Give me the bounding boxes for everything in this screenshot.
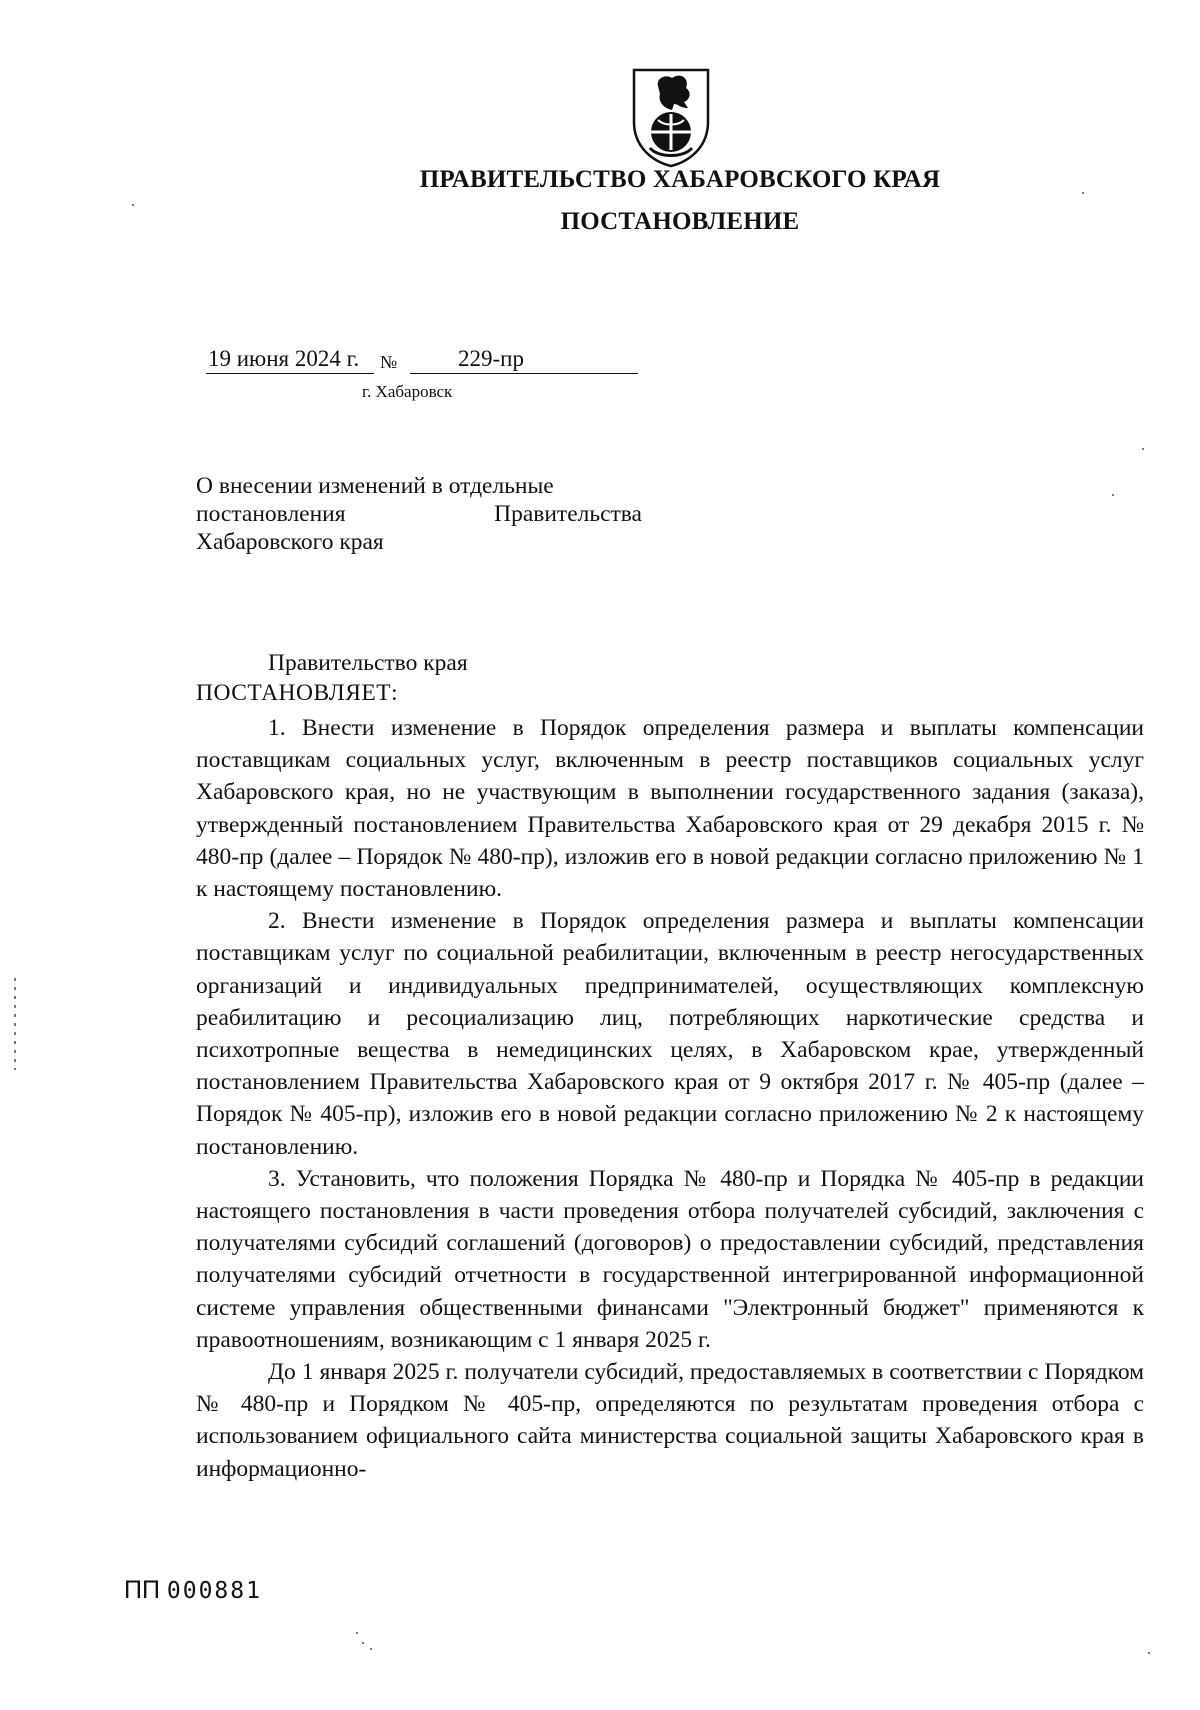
scan-speck: [132, 204, 134, 206]
subject-line-3: Хабаровского края: [196, 529, 384, 555]
subject-line-2: постановления Правительства: [196, 501, 642, 527]
scan-speck: [362, 1642, 364, 1644]
coat-of-arms-emblem: [628, 64, 714, 168]
scan-speck: [356, 1632, 358, 1634]
paragraph-3: 3. Установить, что положения Порядка № 480-пр и Порядка № 405-пр в редакции настоящего постановления в части проведения отбора получателей субсидий, заключения с получателями субсидий соглашений (договоров) о предоставлении субсидий, представления получателями субсидий отчетности в государственной интегрированной информационной системе управления общественными финансами "Электронный бюджет" применяются к правоотношениям, возникающим с 1 января 2025 г.: [196, 1165, 1144, 1353]
preamble: Правительство края: [268, 650, 468, 676]
city-name: г. Хабаровск: [362, 382, 453, 401]
scan-speck: [1082, 192, 1084, 194]
decree-word: ПОСТАНОВЛЯЕТ:: [196, 680, 399, 706]
paragraph-1: 1. Внести изменение в Порядок определения размера и выплаты компенсации поставщикам социальных услуг, включенным в реестр поставщиков социальных услуг Хабаровского края, но не участвующим в выполнении государственного задания (заказа), утвержденный постановлением Правительства Хабаровского края от 29 декабря 2015 г. № 480-пр (далее – Порядок № 480-пр), изложив его в новой редакции согласно приложению № 1 к настоящему постановлению.: [196, 715, 1144, 903]
paragraph-2: 2. Внести изменение в Порядок определения размера и выплаты компенсации поставщикам услуг по социальной реабилитации, включенным в реестр негосударственных организаций и индивидуальных предпринимателей, осуществляющих комплексную реабилитацию и ресоциализацию лиц, потребляющих наркотические средства и психотропные вещества в немедицинских целях, в Хабаровском крае, утвержденный постановлением Правительства Хабаровского края от 9 октября 2017 г. № 405-пр (далее – Порядок № 405-пр), изложив его в новой редакции согласно приложению № 2 к настоящему постановлению.: [196, 908, 1144, 1160]
scan-speck: [370, 1648, 372, 1650]
stamp-number: 000881: [166, 1578, 262, 1604]
scan-speck: [1142, 448, 1144, 450]
number-sign: №: [380, 352, 398, 372]
subject-line-1: О внесении изменений в отдельные: [196, 473, 554, 499]
paragraph-4: До 1 января 2025 г. получатели субсидий, предоставляемых в соответствии с Порядком № 480-пр и Порядком № 405-пр, определяются по результатам проведения отбора с использованием официального сайта министерства социальной защиты Хабаровского края в информационно-: [196, 1359, 1144, 1482]
document-subject: [196, 472, 642, 556]
scan-speck: [1148, 1652, 1150, 1654]
scan-artifact-dotted: [14, 978, 16, 1070]
decree-body: [196, 712, 1144, 1485]
stamp-prefix: ПП: [124, 1576, 160, 1604]
document-date: 19 июня 2024 г.: [206, 346, 374, 374]
government-name: ПРАВИТЕЛЬСТВО ХАБАРОВСКОГО КРАЯ: [419, 166, 941, 193]
form-stamp: [124, 1576, 262, 1605]
scan-speck: [1112, 494, 1114, 496]
document-number: 229-пр: [410, 346, 638, 374]
document-type: ПОСТАНОВЛЕНИЕ: [560, 208, 800, 235]
